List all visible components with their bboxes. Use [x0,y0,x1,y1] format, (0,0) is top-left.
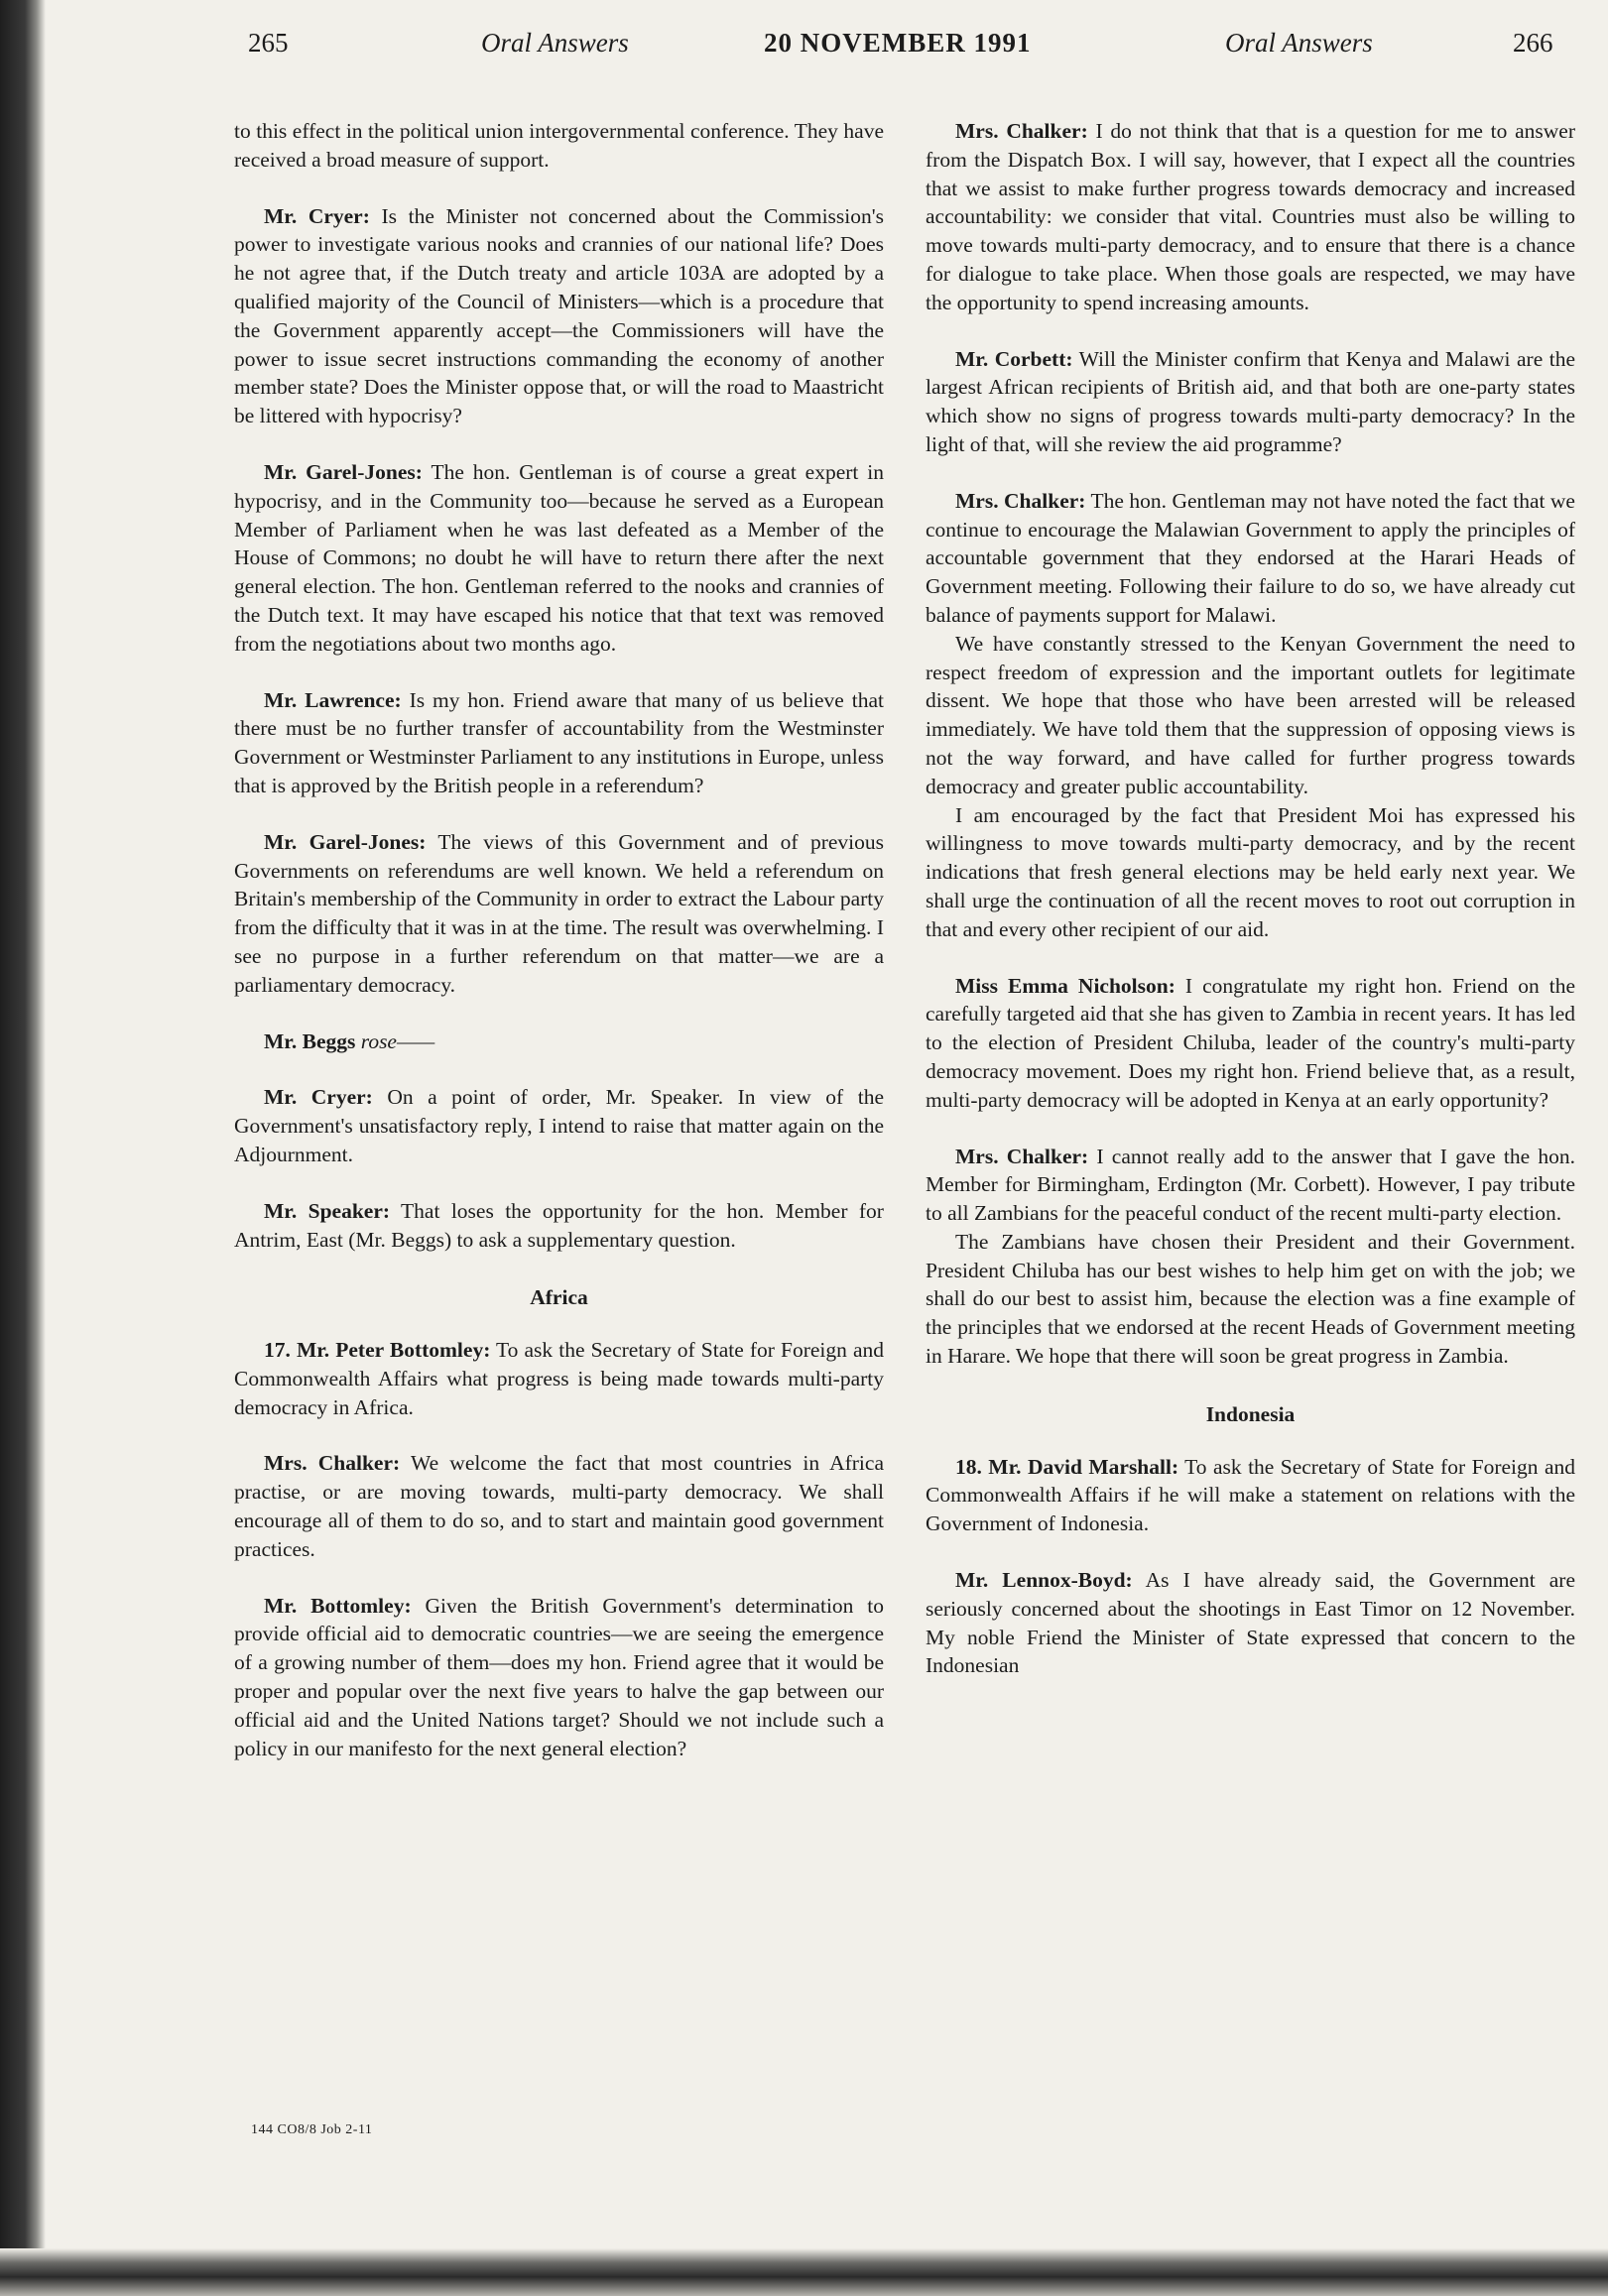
paragraph [234,1449,884,1563]
paragraph [234,117,884,175]
left-text-column [234,117,884,1762]
paragraph [926,630,1575,801]
header-label-right: Oral Answers [1225,28,1373,58]
paragraph-text: We have constantly stressed to the Kenyan Government the need to respect freedom of expression and the important outlets for legitimate dissent. We hope that those who have been arrested will be released immediately. We have told them that the suppression of opposing views is not the way forward, and have called for further progress towards democracy and greater public accountability. [926,631,1575,798]
paragraph [926,972,1575,1115]
paragraph [234,202,884,430]
paragraph-text: I am encouraged by the fact that President Moi has expressed his willingness to move towards multi-party democracy, and by the recent indications that fresh general elections may be held early next year. We shall urge the continuation of all the recent moves to root out corruption in that and every other recipient of our aid. [926,802,1575,941]
print-job-code: 144 CO8/8 Job 2-11 [251,2122,373,2137]
paragraph [926,1566,1575,1680]
paragraph [234,1083,884,1168]
paragraph [926,1228,1575,1371]
paragraph-text: I cannot really add to the answer that I gave the hon. Member for Birmingham, Erdington (Mr. Corbett). However, I pay tribute to all Zambians for the peaceful conduct of the recent multi-party election. [926,1144,1575,1226]
page-number-right: 266 [1513,28,1553,58]
paragraph [926,1453,1575,1538]
paragraph [234,458,884,659]
paragraph-text: To ask the Secretary of State for Foreign and Commonwealth Affairs what progress is being made towards multi-party democracy in Africa. [234,1338,884,1419]
paragraph [926,801,1575,944]
speaker-name: Mr. Garel-Jones: [264,829,427,854]
paragraph-text: I congratulate my right hon. Friend on the carefully targeted aid that she has given to Zambia in recent years. It has led to the election of President Chiluba, leader of the country's multi-party democracy movement. Does my right hon. Friend believe that, as a result, multi-party democracy will be adopted in Kenya at an early opportunity? [926,973,1575,1112]
speaker-name: Mrs. Chalker: [955,488,1086,513]
paragraph [234,686,884,800]
scan-shadow-left [0,0,46,2296]
header-date: 20 NOVEMBER 1991 [764,28,1032,58]
paragraph-text: Will the Minister confirm that Kenya and Malawi are the largest African recipients of British aid, and that both are one-party states which show no signs of progress towards multi-party democracy? In the light of that, will she review the aid programme? [926,346,1575,456]
running-header [248,28,1562,77]
section-heading: Indonesia [1205,1401,1296,1426]
paragraph-text: To ask the Secretary of State for Foreign and Commonwealth Affairs if he will make a statement on relations with the Government of Indonesia. [926,1454,1575,1536]
paragraph-text: The Zambians have chosen their President and their Government. President Chiluba has our best wishes to help him get on with the job; we shall do our best to assist him, because the election was a fine example of the principles that we endorsed at the recent Heads of Government meeting in Harare. We hope that there will soon be great progress in Zambia. [926,1229,1575,1369]
paragraph-text: That loses the opportunity for the hon. Member for Antrim, East (Mr. Beggs) to ask a supplementary question. [234,1198,884,1252]
paragraph [234,1197,884,1255]
paragraph-text: rose—— [360,1028,435,1053]
paragraph-text: Is the Minister not concerned about the Commission's power to investigate various nooks and crannies of our national life? Does he not agree that, if the Dutch treaty and article 103A are adopted by a qualified majority of the Council of Ministers—which is a procedure that the Government apparently accept—the Commissioners will have the power to issue secret instructions commanding the economy of another member state? Does the Minister oppose that, or will the road to Maastricht be littered with hypocrisy? [234,203,884,428]
speaker-name: Mr. Garel-Jones: [264,459,423,484]
speaker-name: Mr. Bottomley: [264,1593,412,1618]
paragraph-text: The hon. Gentleman may not have noted the fact that we continue to encourage the Malawian Government to apply the principles of accountable government that they endorsed at the Harari Heads of Government meeting. Following their failure to do so, we have already cut balance of payments support for Malawi. [926,488,1575,627]
paragraph-text: The views of this Government and of previous Governments on referendums are well known. We held a referendum on Britain's membership of the Community in order to extract the Labour party from the difficulty that it was in at the time. The result was overwhelming. I see no purpose in a further referendum on that matter—we are a parliamentary democracy. [234,829,884,997]
paragraph-text: The hon. Gentleman is of course a great expert in hypocrisy, and in the Community too—because he served as a European Member of Parliament when he was last defeated as a Member of the House of Commons; no doubt he will have to return there after the next general election. The hon. Gentleman referred to the nooks and crannies of the Dutch text. It may have escaped his notice that that text was removed from the negotiations about two months ago. [234,459,884,656]
paragraph-text: I do not think that that is a question for me to answer from the Dispatch Box. I will say, however, that I expect all the countries that we assist to make further progress towards democracy and increased accountability: we consider that vital. Countries must also be willing to move towards multi-party democracy, and to ensure that there is a chance for dialogue to take place. When those goals are respected, we may have the opportunity to spend increasing amounts. [926,119,1575,314]
paragraph-text: Is my hon. Friend aware that many of us believe that there must be no further transfer of accountability from the Westminster Government or Westminster Parliament to any institutions in Europe, unless that is approved by the British people in a referendum? [234,687,884,797]
paragraph [926,117,1575,317]
speaker-name: Mr. Cryer: [264,1085,373,1110]
scan-shadow-bottom [0,2248,1608,2296]
speaker-name: Mr. Lennox-Boyd: [955,1568,1133,1593]
paragraph [234,1027,884,1056]
speaker-name: Mrs. Chalker: [264,1451,401,1476]
paragraph-text: We welcome the fact that most countries in Africa practise, or are moving towards, multi-party democracy. We shall encourage all of them to do so, and to start and maintain good government practices. [234,1451,884,1561]
page-number-left: 265 [248,28,289,58]
speaker-name: Mr. Corbett: [955,346,1073,371]
speaker-name: Mrs. Chalker: [955,1144,1089,1168]
header-label-left: Oral Answers [481,28,629,58]
paragraph [234,828,884,1000]
paragraph [926,487,1575,630]
paragraph [926,345,1575,459]
paragraph-text: As I have already said, the Government are seriously concerned about the shootings in East Timor on 12 November. My noble Friend the Minister of State expressed that concern to the Indonesian [926,1568,1575,1678]
right-text-column [926,117,1575,1680]
speaker-name: Miss Emma Nicholson: [955,973,1175,998]
speaker-name: Mr. Beggs [264,1028,356,1053]
section-heading: Africa [530,1285,588,1310]
speaker-name: Mr. Speaker: [264,1198,391,1223]
speaker-name: 18. Mr. David Marshall: [955,1454,1179,1479]
speaker-name: Mr. Lawrence: [264,687,402,712]
speaker-name: Mr. Cryer: [264,203,370,228]
paragraph-text: Given the British Government's determination to provide official aid to democratic countries—we are seeing the emergence of a growing number of them—does my hon. Friend agree that it would be proper and popular over the next five years to halve the gap between our official aid and the United Nations target? Should we not include such a policy in our manifesto for the next general election? [234,1593,885,1760]
paragraph-text: On a point of order, Mr. Speaker. In view of the Government's unsatisfactory reply, I intend to raise that matter again on the Adjournment. [234,1085,884,1166]
speaker-name: 17. Mr. Peter Bottomley: [264,1338,491,1363]
paragraph [234,1336,884,1421]
paragraph [234,1592,884,1763]
paragraph-text: to this effect in the political union intergovernmental conference. They have received a broad measure of support. [234,119,884,172]
speaker-name: Mrs. Chalker: [955,119,1088,143]
paragraph [926,1143,1575,1228]
